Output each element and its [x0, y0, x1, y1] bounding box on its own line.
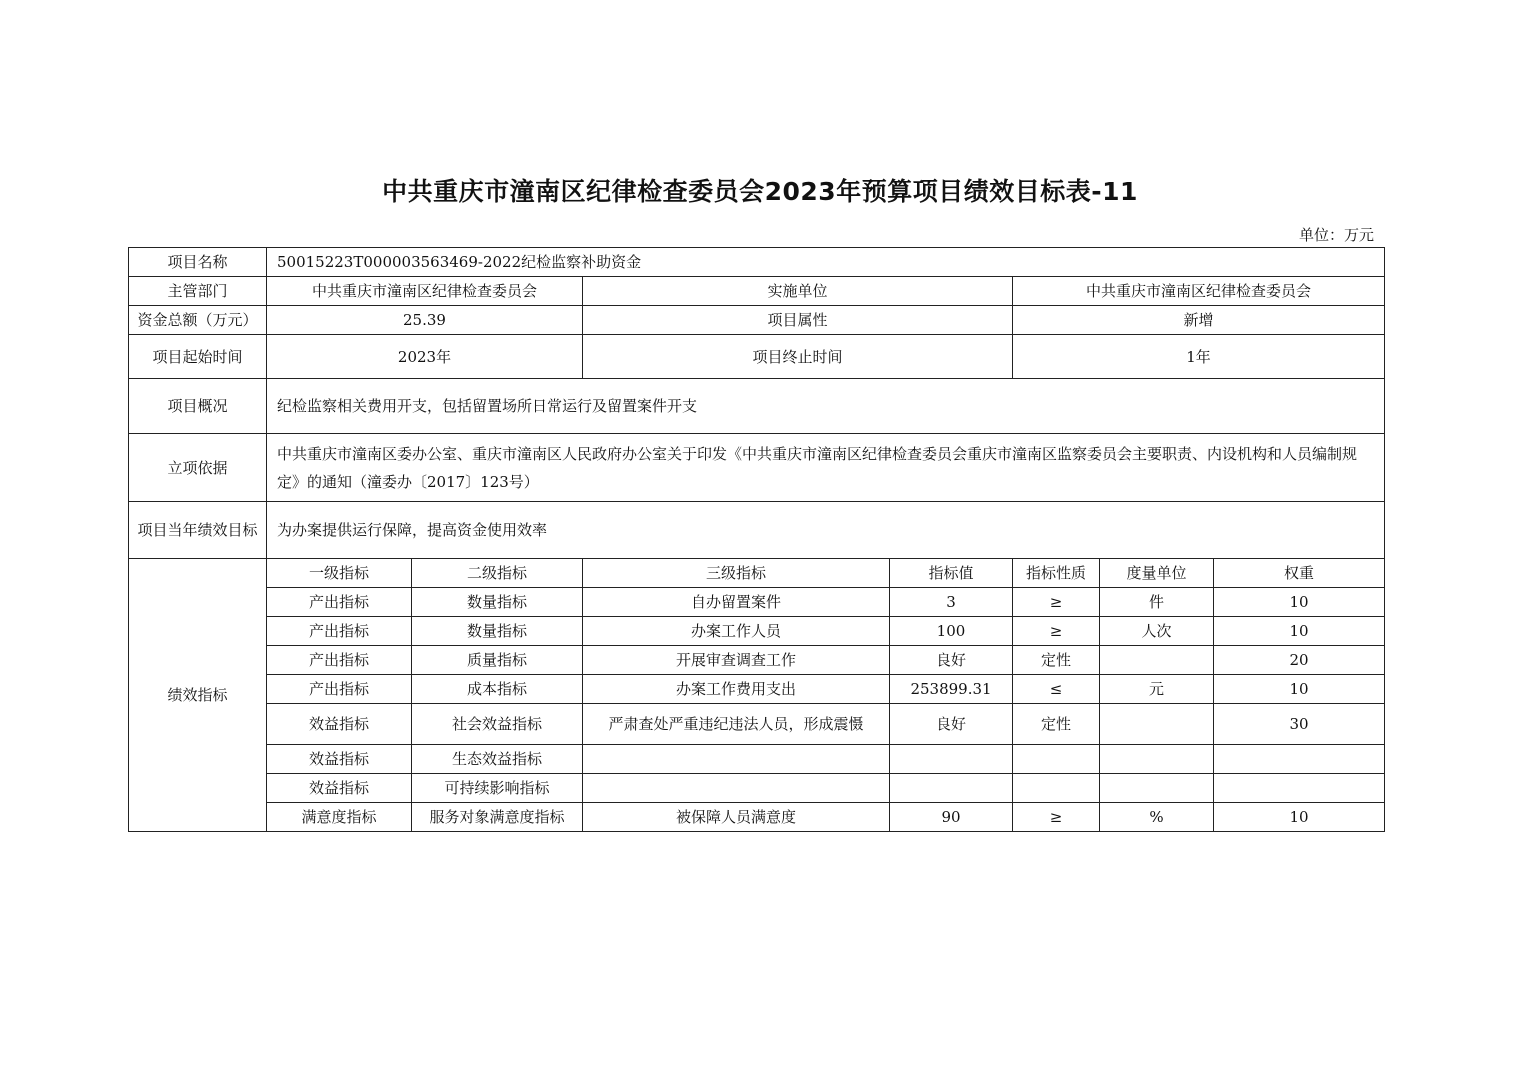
impl-value: 中共重庆市潼南区纪律检查委员会 [1013, 277, 1385, 306]
perf-header-cell: 指标性质 [1013, 559, 1100, 588]
project-name-value: 50015223T000003563469-2022纪检监察补助资金 [267, 248, 1385, 277]
perf-cell [583, 745, 890, 774]
perf-cell [1013, 774, 1100, 803]
perf-row [129, 803, 1385, 832]
perf-cell: 开展审查调查工作 [583, 646, 890, 675]
perf-cell: 定性 [1013, 646, 1100, 675]
dept-value: 中共重庆市潼南区纪律检查委员会 [267, 277, 583, 306]
goal-label: 项目当年绩效目标 [129, 502, 267, 559]
basis-label: 立项依据 [129, 434, 267, 502]
perf-cell: ≥ [1013, 803, 1100, 832]
perf-cell: 质量指标 [412, 646, 583, 675]
basis-value: 中共重庆市潼南区委办公室、重庆市潼南区人民政府办公室关于印发《中共重庆市潼南区纪律检查委员会重庆市潼南区监察委员会主要职责、内设机构和人员编制规定》的通知（潼委办〔2017〕123号） [267, 434, 1385, 502]
perf-cell: 效益指标 [267, 774, 412, 803]
perf-cell: 定性 [1013, 704, 1100, 745]
perf-cell: 效益指标 [267, 745, 412, 774]
perf-cell: 10 [1214, 588, 1385, 617]
perf-row [129, 675, 1385, 704]
attr-label: 项目属性 [583, 306, 1013, 335]
perf-cell [890, 774, 1013, 803]
perf-cell: 生态效益指标 [412, 745, 583, 774]
row-department [129, 277, 1385, 306]
overview-value: 纪检监察相关费用开支，包括留置场所日常运行及留置案件开支 [267, 379, 1385, 434]
perf-cell [1214, 774, 1385, 803]
perf-cell: 10 [1214, 617, 1385, 646]
perf-cell [1100, 774, 1214, 803]
perf-cell [1100, 646, 1214, 675]
perf-cell: 办案工作费用支出 [583, 675, 890, 704]
dept-label: 主管部门 [129, 277, 267, 306]
perf-cell: 产出指标 [267, 646, 412, 675]
perf-header-cell: 一级指标 [267, 559, 412, 588]
perf-cell [1214, 745, 1385, 774]
perf-cell: 253899.31 [890, 675, 1013, 704]
perf-cell: 30 [1214, 704, 1385, 745]
row-basis [129, 434, 1385, 502]
perf-cell: 产出指标 [267, 675, 412, 704]
perf-row [129, 745, 1385, 774]
perf-cell [890, 745, 1013, 774]
perf-cell: 良好 [890, 704, 1013, 745]
performance-target-table [128, 247, 1385, 832]
perf-header-row [129, 559, 1385, 588]
perf-cell [1013, 745, 1100, 774]
perf-cell: 数量指标 [412, 617, 583, 646]
perf-header-cell: 三级指标 [583, 559, 890, 588]
perf-row [129, 774, 1385, 803]
impl-label: 实施单位 [583, 277, 1013, 306]
start-value: 2023年 [267, 335, 583, 379]
perf-cell: 件 [1100, 588, 1214, 617]
perf-header-cell: 指标值 [890, 559, 1013, 588]
perf-cell: 良好 [890, 646, 1013, 675]
perf-cell: 数量指标 [412, 588, 583, 617]
perf-cell [1100, 745, 1214, 774]
attr-value: 新增 [1013, 306, 1385, 335]
perf-cell: 3 [890, 588, 1013, 617]
perf-cell: 被保障人员满意度 [583, 803, 890, 832]
row-project-name [129, 248, 1385, 277]
perf-cell: ≥ [1013, 588, 1100, 617]
perf-cell: 办案工作人员 [583, 617, 890, 646]
perf-cell: ≤ [1013, 675, 1100, 704]
perf-cell: ≥ [1013, 617, 1100, 646]
perf-cell: 满意度指标 [267, 803, 412, 832]
perf-cell: 10 [1214, 803, 1385, 832]
perf-cell: 服务对象满意度指标 [412, 803, 583, 832]
perf-cell: 20 [1214, 646, 1385, 675]
row-fund [129, 306, 1385, 335]
perf-header-cell: 度量单位 [1100, 559, 1214, 588]
perf-cell: 社会效益指标 [412, 704, 583, 745]
perf-cell: 产出指标 [267, 588, 412, 617]
perf-cell: 人次 [1100, 617, 1214, 646]
perf-row [129, 704, 1385, 745]
perf-cell: 效益指标 [267, 704, 412, 745]
page-title: 中共重庆市潼南区纪律检查委员会2023年预算项目绩效目标表-11 [382, 177, 1138, 206]
row-goal [129, 502, 1385, 559]
end-value: 1年 [1013, 335, 1385, 379]
perf-cell: 元 [1100, 675, 1214, 704]
overview-label: 项目概况 [129, 379, 267, 434]
goal-value: 为办案提供运行保障，提高资金使用效率 [267, 502, 1385, 559]
project-name-label: 项目名称 [129, 248, 267, 277]
end-label: 项目终止时间 [583, 335, 1013, 379]
row-time [129, 335, 1385, 379]
perf-cell: 100 [890, 617, 1013, 646]
fund-label: 资金总额（万元） [129, 306, 267, 335]
perf-cell [583, 774, 890, 803]
perf-cell: 可持续影响指标 [412, 774, 583, 803]
fund-value: 25.39 [267, 306, 583, 335]
perf-cell: 成本指标 [412, 675, 583, 704]
perf-cell: 10 [1214, 675, 1385, 704]
perf-cell: 自办留置案件 [583, 588, 890, 617]
perf-header-cell: 二级指标 [412, 559, 583, 588]
unit-label: 单位：万元 [1298, 226, 1374, 244]
perf-row [129, 588, 1385, 617]
row-overview [129, 379, 1385, 434]
perf-row [129, 617, 1385, 646]
perf-row [129, 646, 1385, 675]
perf-cell: 90 [890, 803, 1013, 832]
perf-header-cell: 权重 [1214, 559, 1385, 588]
perf-cell: 严肃查处严重违纪违法人员，形成震慑 [583, 704, 890, 745]
perf-cell [1100, 704, 1214, 745]
perf-cell: % [1100, 803, 1214, 832]
perf-cell: 产出指标 [267, 617, 412, 646]
start-label: 项目起始时间 [129, 335, 267, 379]
perf-label: 绩效指标 [129, 559, 267, 832]
